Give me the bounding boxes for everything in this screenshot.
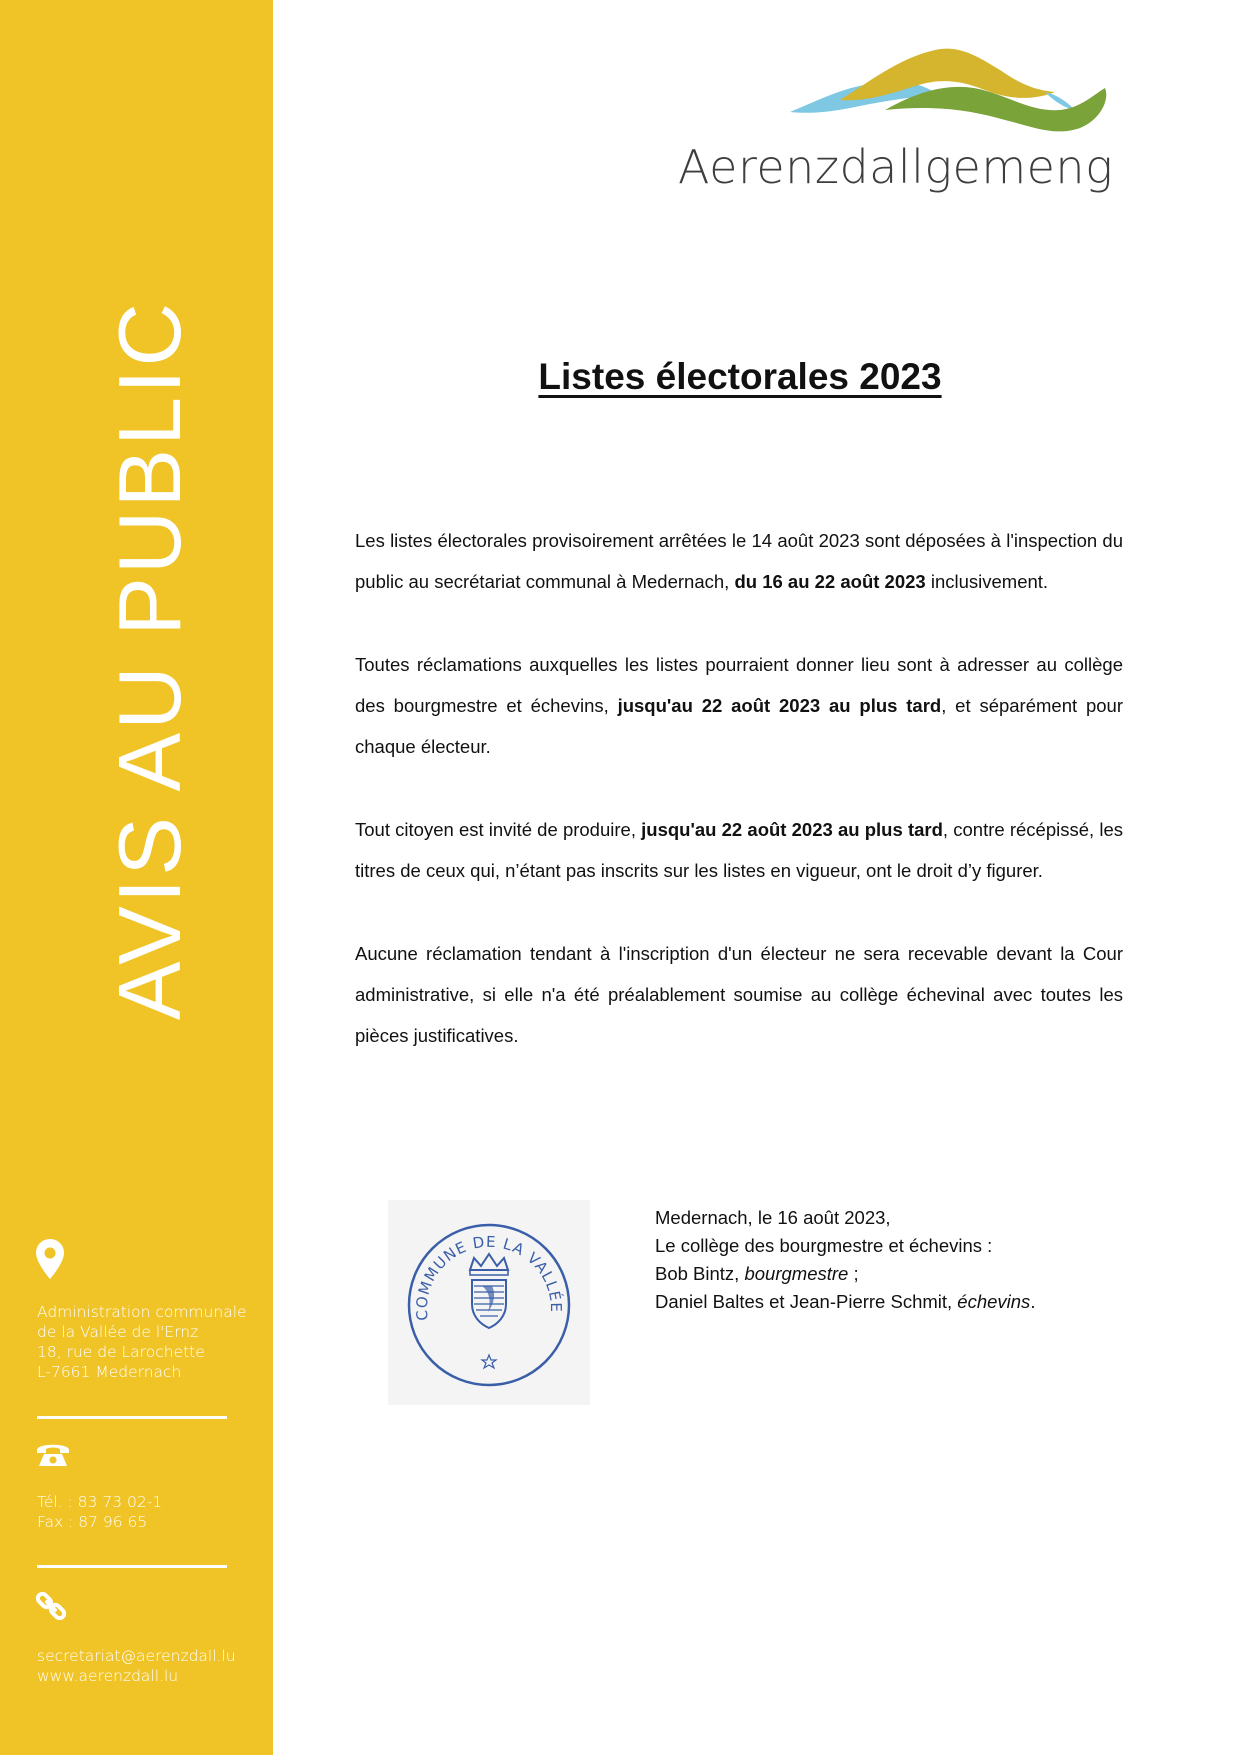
bold-run: jusqu'au 22 août 2023 au plus tard	[617, 695, 942, 716]
bold-run: du 16 au 22 août 2023	[734, 571, 926, 592]
punctuation: ;	[848, 1263, 859, 1284]
text-run: Aucune réclamation tendant à l'inscription d'un électeur ne sera recevable devant la Cour administrative, si elle n'a été préalablement soumise au collège échevinal avec toutes les pièces justificatives.	[355, 943, 1123, 1046]
paragraph	[355, 644, 1123, 767]
phone-tel: Tél. : 83 73 02-1	[37, 1493, 163, 1511]
divider	[37, 1416, 227, 1419]
signature-college: Le collège des bourgmestre et échevins :	[655, 1235, 993, 1256]
address-line: Administration communale	[37, 1303, 247, 1321]
text-run: Tout citoyen est invité de produire,	[355, 819, 642, 840]
text-run: inclusivement.	[925, 571, 1049, 592]
official-stamp	[388, 1200, 590, 1405]
email-link[interactable]: secretariat@aerenzdall.lu	[37, 1647, 236, 1665]
text-run: Les listes électorales provisoirement arrêtées le 14 août 2023 sont déposées à l'inspection du public au secrétariat communal à Medernach,	[355, 530, 1123, 592]
phone-fax: Fax : 87 96 65	[37, 1513, 148, 1531]
vertical-title: AVIS AU PUBLIC	[100, 299, 199, 1021]
address-block	[37, 1302, 247, 1382]
address-line: de la Vallée de l'Ernz	[37, 1323, 199, 1341]
address-line: 18, rue de Larochette	[37, 1343, 205, 1361]
link-icon	[35, 1590, 67, 1622]
text-run: , contre récépissé, les titres de ceux qui, n’étant pas inscrits sur les listes en vigueur, ont le droit d’y figurer.	[355, 819, 1123, 881]
svg-text:COMMUNE DE LA VALLÉE DE L'ERNZ: COMMUNE DE LA VALLÉE	[412, 1232, 566, 1322]
contact-block	[37, 1646, 236, 1686]
phone-block	[37, 1492, 162, 1532]
stamp-seal-icon	[388, 1200, 590, 1405]
bold-run: jusqu'au 22 août 2023 au plus tard	[641, 819, 943, 840]
text-run: Toutes réclamations auxquelles les listes pourraient donner lieu sont à adresser au collège des bourgmestre et échevins,	[355, 654, 1123, 716]
mayor-role: bourgmestre	[744, 1263, 849, 1284]
paragraph	[355, 520, 1123, 602]
location-pin-icon	[35, 1238, 65, 1280]
address-line: L-7661 Medernach	[37, 1363, 182, 1381]
signature-mayor	[655, 1260, 1035, 1288]
phone-icon	[35, 1440, 71, 1468]
punctuation: .	[1030, 1291, 1036, 1312]
divider	[37, 1565, 227, 1568]
website-link[interactable]: www.aerenzdall.lu	[37, 1667, 179, 1685]
paragraph	[355, 809, 1123, 891]
signature-place-date: Medernach, le 16 août 2023,	[655, 1207, 891, 1228]
page-title: Listes électorales 2023	[538, 356, 942, 397]
sidebar	[0, 0, 273, 1755]
aldermen-names: Daniel Baltes et Jean-Pierre Schmit,	[655, 1291, 958, 1312]
body-text	[355, 520, 1123, 1098]
signature-block	[655, 1204, 1035, 1316]
logo-text: Aerenzdallgemeng	[678, 140, 1114, 194]
paragraph	[355, 933, 1123, 1056]
mayor-name: Bob Bintz,	[655, 1263, 745, 1284]
text-run: , et séparément pour chaque électeur.	[355, 695, 1123, 757]
aldermen-role: échevins	[957, 1291, 1031, 1312]
signature-aldermen	[655, 1288, 1035, 1316]
